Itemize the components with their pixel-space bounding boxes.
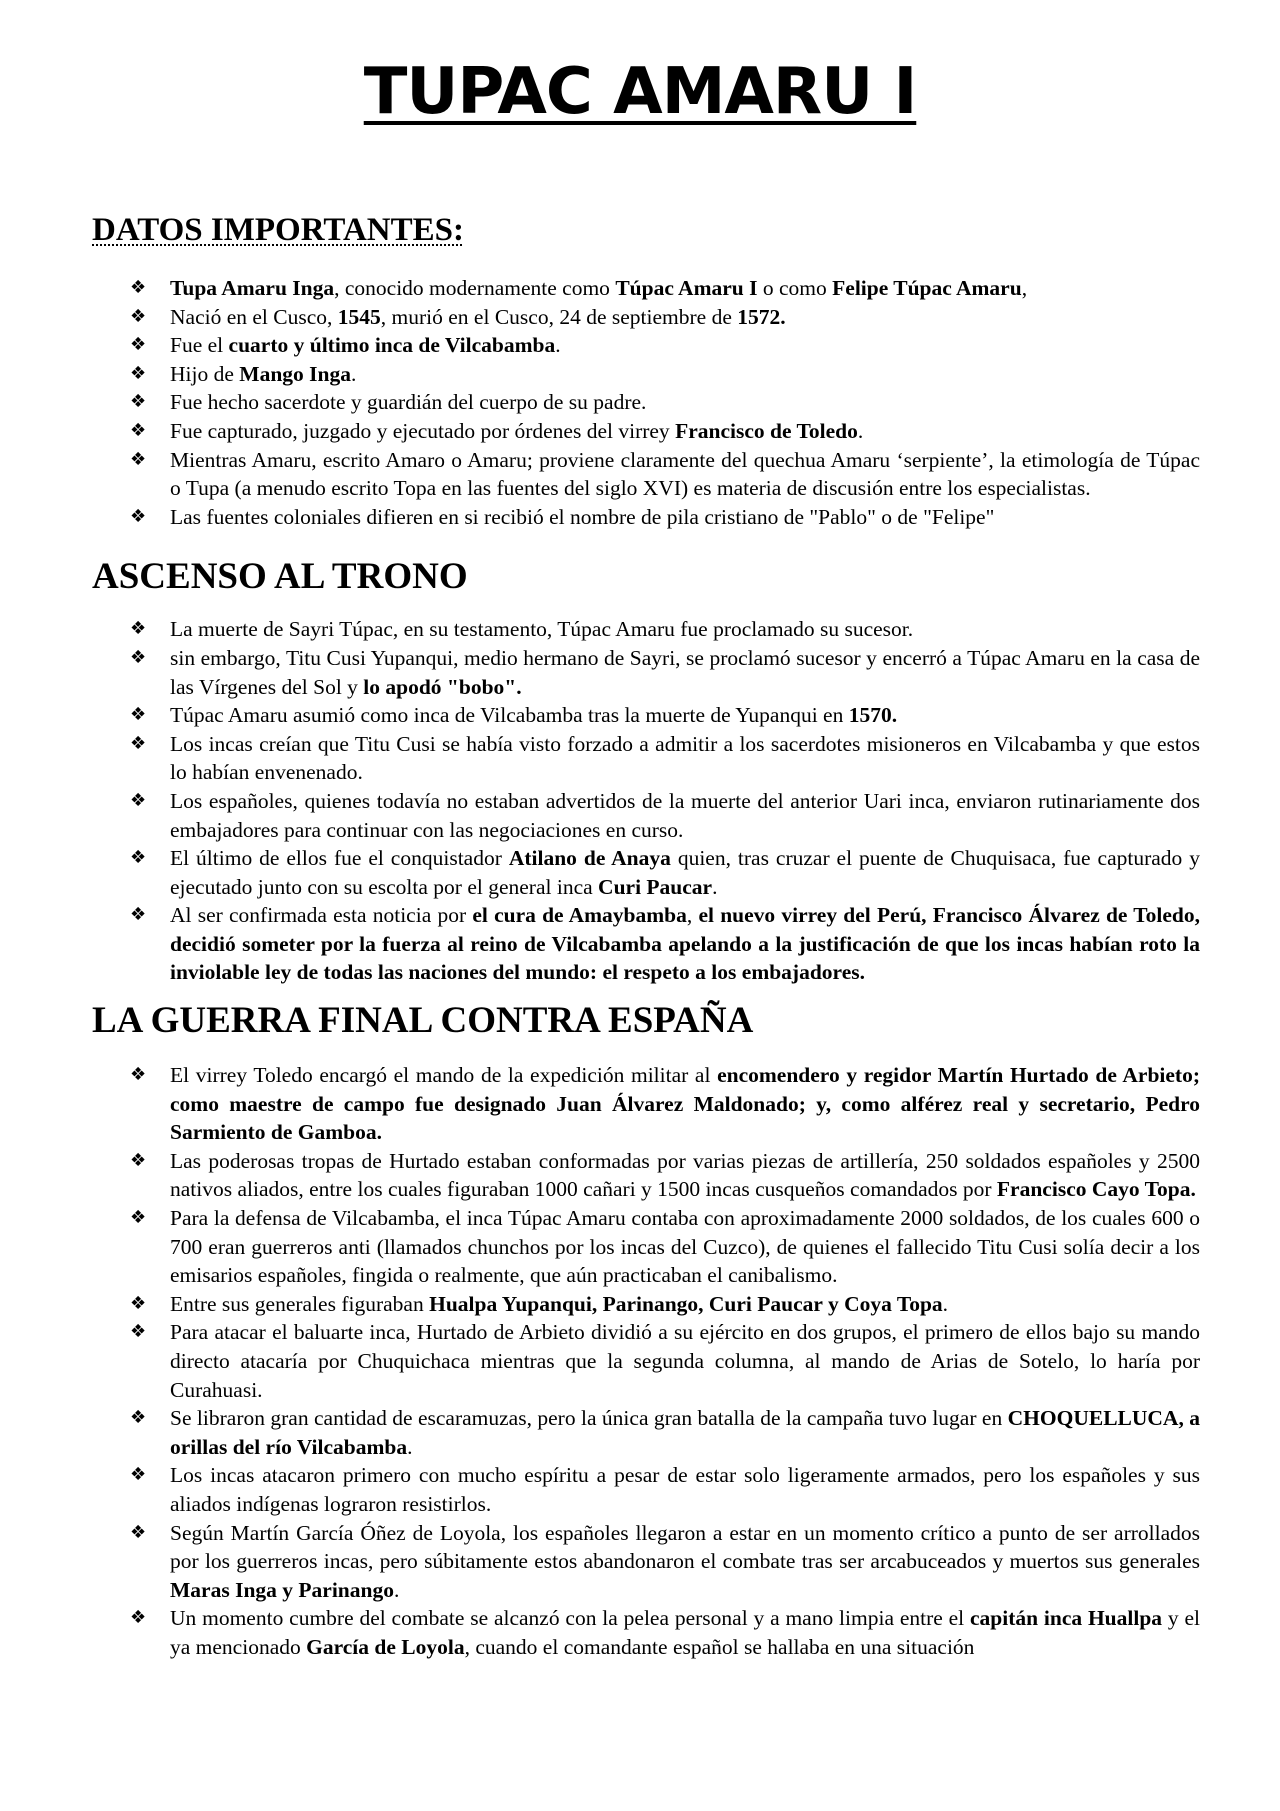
diamond-bullet-icon: ❖ [130, 1207, 147, 1229]
bold-text-run: encomendero y regidor Martín Hurtado de Arbieto; como maestre de campo fue designado Juan Álvarez Maldonado; y, como alférez real y secretario, Pedro Sarmiento de Gamboa. [170, 1063, 1200, 1145]
list-item [130, 1318, 1200, 1404]
text-run: o como [757, 276, 833, 300]
bold-text-run: 1572. [737, 304, 786, 329]
list-item [130, 701, 1200, 730]
bold-text-run: capitán inca Huallpa [969, 1606, 1163, 1631]
bold-text-run: Tupa Amaru Inga [170, 276, 335, 300]
text-run: . [407, 1434, 413, 1459]
list-item [130, 1290, 1200, 1319]
section-heading-datos: DATOS IMPORTANTES: [92, 212, 464, 248]
text-run: . [712, 874, 718, 899]
list-item [130, 417, 1200, 446]
text-run: La muerte de Sayri Túpac, en su testamento, Túpac Amaru fue proclamado su sucesor. [170, 617, 914, 642]
list-datos [92, 274, 1200, 531]
text-run: Los españoles, quienes todavía no estaban advertidos de la muerte del anterior Uari inca, enviaron rutinariamente dos embajadores para continuar con las negociaciones en curso. [170, 788, 1200, 842]
list-item [130, 787, 1200, 844]
diamond-bullet-icon: ❖ [130, 334, 147, 356]
list-item [130, 360, 1200, 389]
section-heading-ascenso: ASCENSO AL TRONO [92, 556, 468, 598]
bold-text-run: 1570. [848, 703, 898, 728]
bold-text-run: Francisco Cayo Topa. [996, 1177, 1196, 1202]
text-run: , cuando el comandante español se hallaba en una situación [464, 1634, 975, 1659]
text-run: Mientras Amaru, escrito Amaro o Amaru; proviene claramente del quechua Amaru ‘serpiente’, la etimología de Túpac o Tupa (a menudo escrito Topa en las fuentes del siglo XVI) es materia de discusión entre los especialistas. [170, 447, 1200, 501]
text-run: Para atacar el baluarte inca, Hurtado de Arbieto dividió a su ejército en dos grupos, el primero de ellos bajo su mando directo atacaría por Chuquichaca mientras que la segunda columna, al mando de Arias de Sotelo, lo haría por Curahuasi. [170, 1320, 1200, 1402]
text-run: Fue capturado, juzgado y ejecutado por órdenes del virrey [170, 418, 676, 443]
text-run: y el ya mencionado [170, 1606, 1200, 1659]
text-run: , [1021, 276, 1028, 300]
text-run: Se libraron gran cantidad de escaramuzas, pero la única gran batalla de la campaña tuvo lugar en [170, 1406, 1008, 1431]
list-item [130, 730, 1200, 787]
text-run: Nació en el Cusco, [170, 304, 338, 329]
list-item [130, 644, 1200, 701]
diamond-bullet-icon: ❖ [130, 1064, 147, 1086]
diamond-bullet-icon: ❖ [130, 1407, 147, 1429]
list-item [130, 303, 1200, 332]
diamond-bullet-icon: ❖ [130, 505, 147, 527]
list-item [130, 1061, 1200, 1147]
diamond-bullet-icon: ❖ [130, 305, 147, 327]
diamond-bullet-icon: ❖ [130, 362, 147, 384]
text-run: , [686, 903, 699, 928]
text-run: Para la defensa de Vilcabamba, el inca Túpac Amaru contaba con aproximadamente 2000 soldados, de los cuales 600 o 700 eran guerreros anti (llamados chunchos por los incas del Cuzco), de quienes el fallecido Titu Cusi solía decir a los emisarios españoles, fingida o realmente, que aún practicaban el canibalismo. [170, 1206, 1200, 1288]
document-body [92, 210, 1200, 1662]
diamond-bullet-icon: ❖ [130, 1607, 147, 1629]
bold-text-run: Hualpa Yupanqui, Parinango, Curi Paucar y Coya Topa [429, 1291, 943, 1316]
text-run: . [350, 361, 357, 386]
text-run: Un momento cumbre del combate se alcanzó con la pelea personal y a mano limpia entre el [170, 1606, 970, 1631]
bold-text-run: Mango Inga [239, 361, 351, 386]
bold-text-run: García de Loyola [306, 1634, 465, 1659]
diamond-bullet-icon: ❖ [130, 847, 147, 869]
text-run: Las fuentes coloniales difieren en si recibió el nombre de pila cristiano de "Pablo" o de "Felipe" [170, 504, 995, 529]
diamond-bullet-icon: ❖ [130, 1521, 147, 1543]
list-item [130, 503, 1200, 532]
text-run: Entre sus generales figuraban [170, 1291, 430, 1316]
list-item [130, 1147, 1200, 1204]
text-run: El virrey Toledo encargó el mando de la expedición militar al [170, 1063, 718, 1088]
bold-text-run: CHOQUELLUCA, a orillas del río Vilcabamba [170, 1406, 1200, 1459]
diamond-bullet-icon: ❖ [130, 704, 147, 726]
bold-text-run: cuarto y último inca de Vilcabamba [228, 333, 556, 358]
diamond-bullet-icon: ❖ [130, 789, 147, 811]
diamond-bullet-icon: ❖ [130, 1321, 147, 1343]
text-run: , murió en el Cusco, 24 de septiembre de [380, 304, 738, 329]
text-run: Los incas creían que Titu Cusi se había visto forzado a admitir a los sacerdotes misioneros en Vilcabamba y que estos lo habían envenenado. [170, 731, 1200, 785]
text-run: . [942, 1291, 949, 1316]
diamond-bullet-icon: ❖ [130, 1464, 147, 1486]
bold-text-run: Felipe Túpac Amaru [832, 276, 1022, 300]
bold-text-run: el cura de Amaybamba [472, 903, 687, 928]
section-heading-guerra: LA GUERRA FINAL CONTRA ESPAÑA [92, 1000, 754, 1042]
list-item [130, 1461, 1200, 1518]
list-item [130, 331, 1200, 360]
text-run: Al ser confirmada esta noticia por [170, 903, 473, 928]
list-item [130, 844, 1201, 901]
diamond-bullet-icon: ❖ [130, 732, 147, 754]
text-run: Túpac Amaru asumió como inca de Vilcabamba tras la muerte de Yupanqui en [170, 703, 849, 728]
diamond-bullet-icon: ❖ [130, 419, 147, 441]
diamond-bullet-icon: ❖ [130, 1292, 147, 1314]
list-item [130, 1204, 1200, 1290]
text-run: Según Martín García Óñez de Loyola, los españoles llegaron a estar en un momento crítico a punto de ser arrollados por los guerreros incas, pero súbitamente estos abandonaron el combate tras ser arcabuceados y muertos sus generales [170, 1520, 1200, 1574]
bold-text-run: 1545 [337, 304, 381, 329]
text-run: . [857, 418, 864, 443]
text-run: . [393, 1577, 400, 1602]
text-run: quien, tras cruzar el puente de Chuquisaca, fue capturado y ejecutado junto con su escolta por el general inca [170, 846, 1201, 899]
diamond-bullet-icon: ❖ [130, 391, 147, 413]
list-ascenso [92, 615, 1200, 987]
list-item [130, 274, 1200, 303]
text-run: . [555, 333, 561, 358]
list-item [130, 1604, 1200, 1661]
diamond-bullet-icon: ❖ [130, 1149, 147, 1171]
list-item [130, 1404, 1200, 1461]
list-item [130, 388, 1200, 417]
text-run: Los incas atacaron primero con mucho espíritu a pesar de estar solo ligeramente armados, pero los españoles y sus aliados indígenas lograron resistirlos. [170, 1463, 1200, 1516]
bold-text-run: Maras Inga y Parinango [170, 1577, 394, 1602]
list-item [130, 1519, 1200, 1605]
list-item [130, 446, 1200, 503]
list-item [130, 901, 1201, 987]
diamond-bullet-icon: ❖ [130, 448, 147, 470]
diamond-bullet-icon: ❖ [130, 646, 147, 668]
bold-text-run: Curi Paucar [598, 874, 713, 899]
diamond-bullet-icon: ❖ [130, 618, 147, 640]
text-run: Fue el [170, 333, 229, 358]
text-run: sin embargo, Titu Cusi Yupanqui, medio hermano de Sayri, se proclamó sucesor y encerró a Túpac Amaru en la casa de las Vírgenes del Sol y [170, 645, 1200, 699]
bold-text-run: Atilano de Anaya [508, 846, 671, 871]
text-run: Hijo de [170, 361, 240, 386]
text-run: , conocido modernamente como [334, 276, 616, 300]
bold-text-run: Francisco de Toledo [675, 418, 858, 443]
list-item [130, 615, 1200, 644]
text-run: Las poderosas tropas de Hurtado estaban conformadas por varias piezas de artillería, 250 soldados españoles y 2500 nativos aliados, entre los cuales figuraban 1000 cañari y 1500 incas cusqueños comandados por [170, 1148, 1200, 1202]
text-run: El último de ellos fue el conquistador [170, 846, 509, 871]
bold-text-run: lo apodó "bobo". [363, 674, 522, 699]
list-guerra [92, 1061, 1200, 1661]
bold-text-run: el nuevo virrey del Perú, Francisco Álvarez de Toledo, decidió someter por la fuerza al reino de Vilcabamba apelando a la justificación de que los incas habían roto la inviolable ley de todas las naciones del mundo: el respeto a los embajadores. [170, 903, 1201, 985]
diamond-bullet-icon: ❖ [130, 904, 147, 926]
text-run: Fue hecho sacerdote y guardián del cuerpo de su padre. [170, 390, 647, 415]
diamond-bullet-icon: ❖ [130, 277, 147, 298]
bold-text-run: Túpac Amaru I [615, 276, 758, 300]
page-title: TUPAC AMARU I [363, 55, 917, 129]
